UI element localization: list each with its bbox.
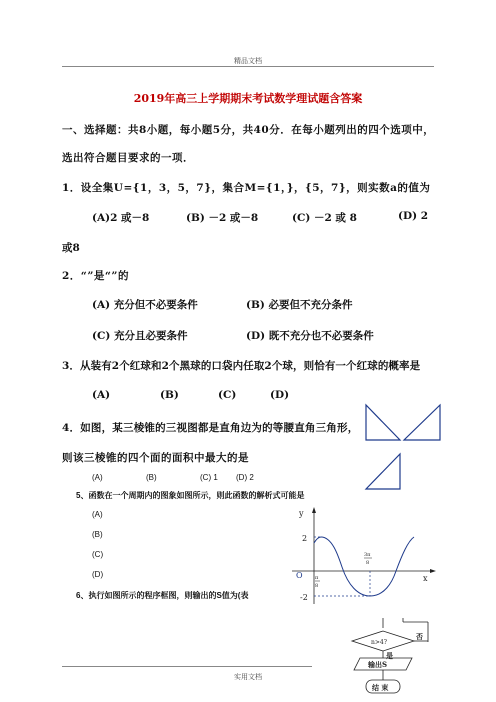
- side-view-triangle: [404, 405, 440, 440]
- question-4-option-c: (C) 1: [200, 473, 218, 482]
- question-5-option-b: (B): [92, 530, 103, 539]
- question-4-option-a: (A): [92, 473, 103, 482]
- question-1-option-d-wrap: 或8: [62, 242, 80, 254]
- yes-label: 是: [386, 651, 393, 660]
- question-5-option-a: (A): [92, 510, 103, 519]
- x-tick2-den: 8: [366, 560, 370, 566]
- question-2-option-d: (D) 既不充分也不必要条件: [246, 330, 374, 342]
- footer-rule: [62, 666, 312, 667]
- question-3-option-a: (A): [92, 389, 111, 401]
- question-4-stem-line2: 则该三棱锥的四个面的面积中最大的是: [62, 452, 249, 464]
- x-axis-arrow: [430, 569, 436, 573]
- question-4-stem: 4．如图，某三棱锥的三视图都是直角边为的等腰直角三角形，: [62, 422, 359, 434]
- condition-text: n>4?: [371, 639, 387, 646]
- question-4-option-d: (D) 2: [236, 473, 254, 482]
- sine-curve: [314, 537, 414, 596]
- top-view-triangle: [366, 454, 400, 489]
- origin-label: O: [296, 571, 303, 580]
- question-3-option-b: (B): [160, 389, 179, 401]
- question-3-option-d: (D): [270, 389, 290, 401]
- y-axis-label: y: [299, 509, 304, 518]
- question-2-option-c: (C) 充分且必要条件: [92, 330, 188, 342]
- section-intro-line1: 一、选择题：共8小题，每小题5分，共40分．在每小题列出的四个选项中，: [62, 124, 435, 136]
- page-title: 2019年高三上学期期末考试数学理试题含答案: [133, 92, 363, 105]
- section-intro-line2: 选出符合题目要求的一项．: [62, 152, 194, 164]
- question-2-option-b: (B) 必要但不充分条件: [246, 299, 353, 311]
- question-5-option-d: (D): [92, 570, 104, 579]
- question-5-stem: 5、函数在一个周期内的图象如图所示，则此函数的解析式可能是: [76, 491, 305, 500]
- no-label: 否: [416, 632, 423, 641]
- question-3-stem: 3．从装有2个红球和2个黑球的口袋内任取2个球，则恰有一个红球的概率是: [62, 360, 421, 372]
- question-2-option-a: (A) 充分但不必要条件: [92, 299, 198, 311]
- front-view-triangle: [366, 405, 400, 440]
- three-view-figure: [362, 402, 457, 492]
- sine-graph: [288, 505, 438, 607]
- page-header: 精品文档: [234, 57, 262, 65]
- y-min-label: -2: [300, 593, 308, 602]
- question-2-stem: 2．“”是“”的: [62, 270, 129, 282]
- question-5-option-c: (C): [92, 550, 104, 559]
- question-1-option-a: (A)2 或－8: [92, 212, 150, 224]
- question-3-option-c: (C): [218, 389, 237, 401]
- header-rule: [62, 66, 434, 67]
- question-1-option-c: (C) －2 或 8: [292, 212, 357, 224]
- end-text: 结 束: [372, 683, 389, 692]
- question-1-option-d: (D) 2: [398, 210, 429, 222]
- x-tick2-num: 3π: [364, 552, 371, 558]
- question-1-option-b: (B) －2 或－8: [186, 212, 259, 224]
- y-axis-arrow: [312, 507, 316, 513]
- page-footer: 实用文档: [234, 673, 262, 681]
- flowchart: [340, 618, 440, 700]
- x-tick1-den: 8: [315, 583, 319, 589]
- y-max-label: 2: [302, 534, 308, 543]
- x-axis-label: x: [423, 574, 428, 583]
- x-tick1-num: π: [315, 575, 319, 581]
- question-4-option-b: (B): [146, 473, 157, 482]
- question-6-stem: 6、执行如图所示的程序框图，则输出的S值为(表: [76, 591, 249, 600]
- question-1-stem: 1．设全集U={1，3，5，7}，集合M={1，}，{5，7}，则实数a的值为: [62, 182, 431, 194]
- output-text: 输出S: [368, 660, 388, 669]
